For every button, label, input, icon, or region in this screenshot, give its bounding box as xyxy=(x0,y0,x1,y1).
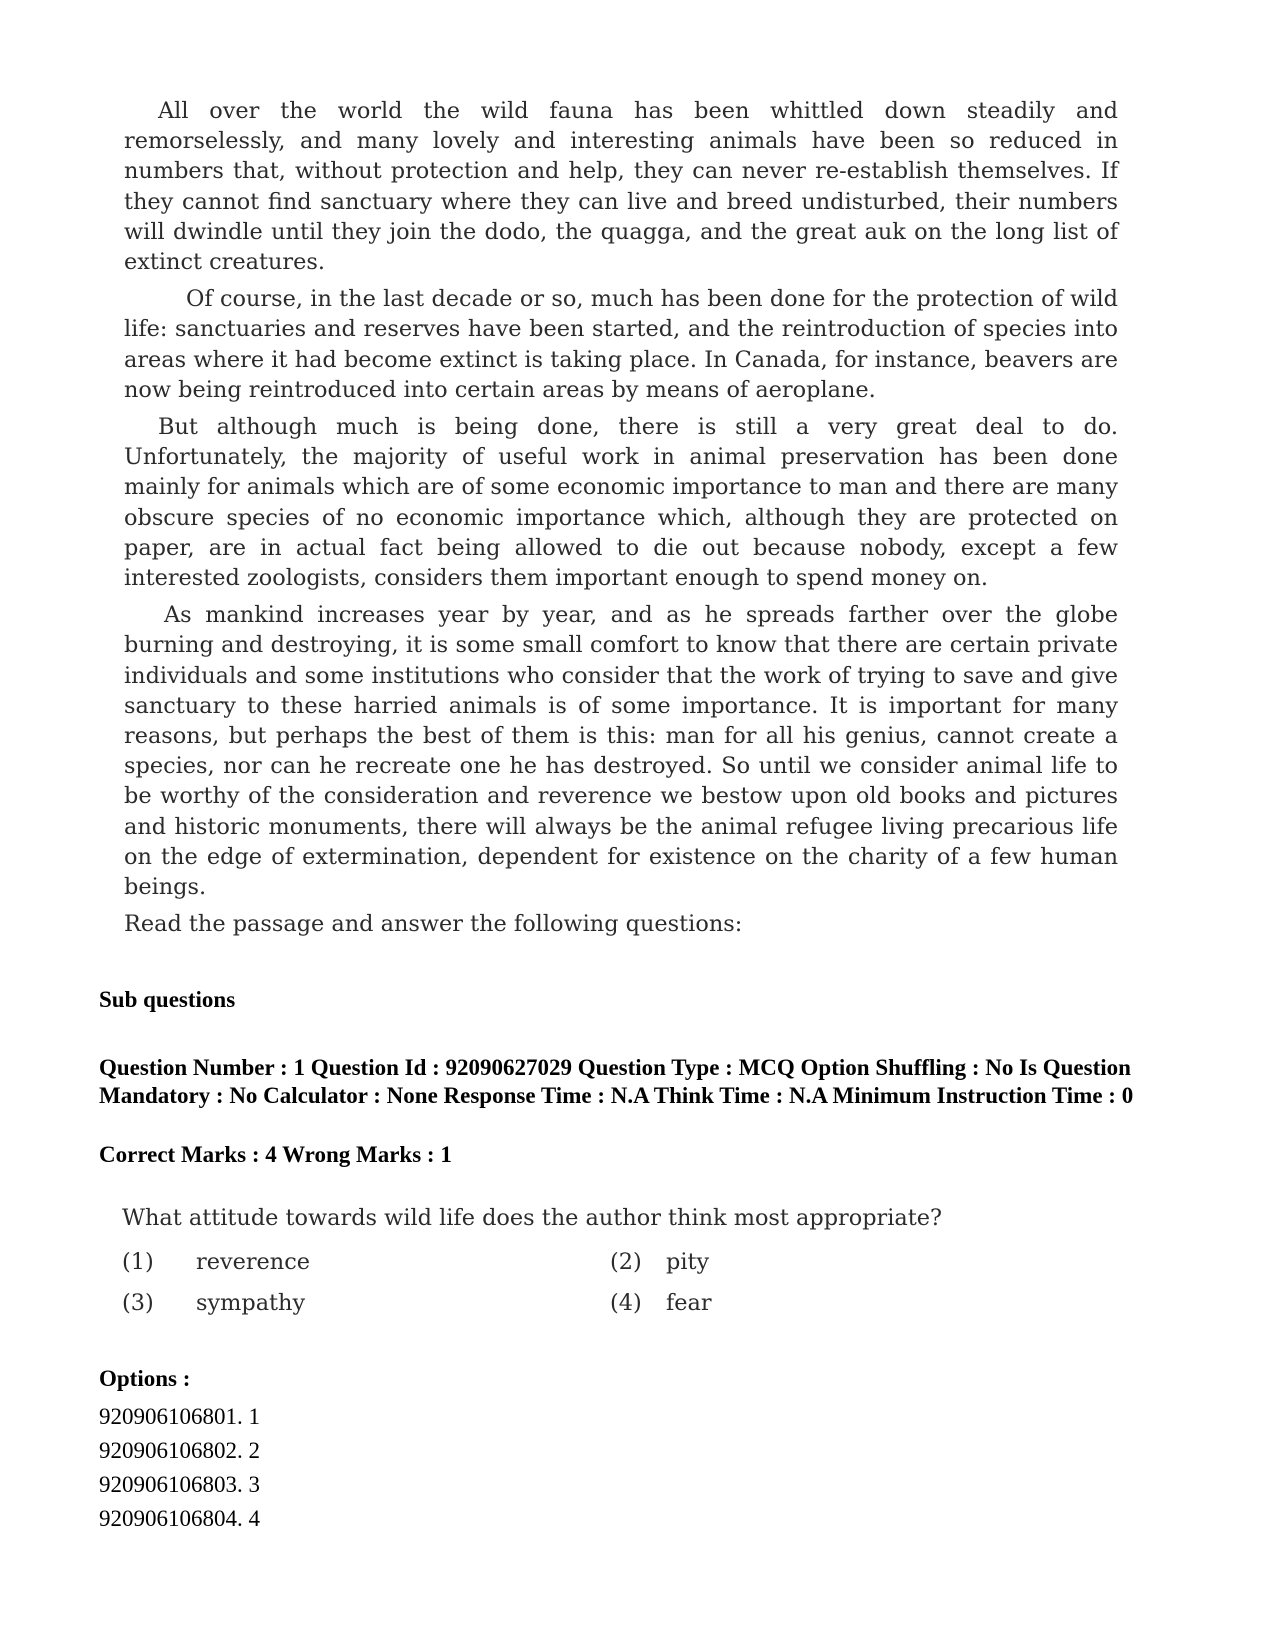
question-metadata: Question Number : 1 Question Id : 92090627029 Question Type : MCQ Option Shuffling : No Is Question Mandatory : No Calculator : None Response Time : N.A Think Time : N.A Minimum Instruction Time : 0 xyxy=(99,1055,1134,1108)
choice-2 xyxy=(610,1247,709,1277)
option-item-4: 920906106804. 4 xyxy=(99,1506,260,1531)
passage-paragraph-4: As mankind increases year by year, and as he spreads farther over the globe burning and destroying, it is some small comfort to know that there are certain private individuals and some institutions who consider that the work of trying to save and give sanctuary to these harried animals is of some importance. It is important for many reasons, but perhaps the best of them is this: man for all his genius, cannot create a species, nor can he recreate one he has destroyed. So until we consider animal life to be worthy of the consideration and reverence we bestow upon old books and pictures and historic monuments, there will always be the animal refugee living precarious life on the edge of extermination, dependent for existence on the charity of a few human beings. xyxy=(124,602,1118,901)
question-marks: Correct Marks : 4 Wrong Marks : 1 xyxy=(99,1142,452,1167)
choice-3 xyxy=(122,1288,305,1318)
choice-number: (2) xyxy=(610,1249,642,1275)
option-item-3: 920906106803. 3 xyxy=(99,1472,260,1497)
sub-questions-heading: Sub questions xyxy=(99,987,236,1012)
passage-instruction: Read the passage and answer the following questions: xyxy=(124,911,743,938)
choice-text: sympathy xyxy=(196,1290,306,1316)
option-item-1: 920906106801. 1 xyxy=(99,1404,260,1429)
answer-choices xyxy=(122,1247,1022,1335)
choice-number: (4) xyxy=(610,1290,642,1316)
options-list xyxy=(99,1400,260,1536)
question-body xyxy=(122,1203,1022,1335)
passage-paragraph-1: All over the world the wild fauna has been whittled down steadily and remorselessly, and many lovely and interesting animals have been so reduced in numbers that, without protection and help, they can never re-establish themselves. If they cannot find sanctuary where they can live and breed undisturbed, their numbers will dwindle until they join the dodo, the quagga, and the great auk on the long list of extinct creatures. xyxy=(124,98,1118,276)
option-item-2: 920906106802. 2 xyxy=(99,1438,260,1463)
choice-1 xyxy=(122,1247,310,1277)
question-text: What attitude towards wild life does the author think most appropriate? xyxy=(122,1205,943,1231)
choice-text: reverence xyxy=(196,1249,311,1275)
choice-number: (1) xyxy=(122,1249,154,1275)
passage-paragraph-3: But although much is being done, there is still a very great deal to do. Unfortunately, the majority of useful work in animal preservation has been done mainly for animals which are of some economic importance to man and there are many obscure species of no economic importance which, although they are protected on paper, are in actual fact being allowed to die out because nobody, except a few interested zoologists, considers them important enough to spend money on. xyxy=(124,414,1118,592)
choice-4 xyxy=(610,1288,712,1318)
options-heading: Options : xyxy=(99,1366,191,1391)
choice-text: pity xyxy=(666,1249,710,1275)
passage-paragraph-2: Of course, in the last decade or so, much has been done for the protection of wild life: sanctuaries and reserves have been started, and the reintroduction of species into areas where it had become extinct is taking place. In Canada, for instance, beavers are now being reintroduced into certain areas by means of aeroplane. xyxy=(124,286,1118,403)
choice-text: fear xyxy=(666,1290,712,1316)
choice-number: (3) xyxy=(122,1290,154,1316)
reading-passage xyxy=(124,96,1118,939)
